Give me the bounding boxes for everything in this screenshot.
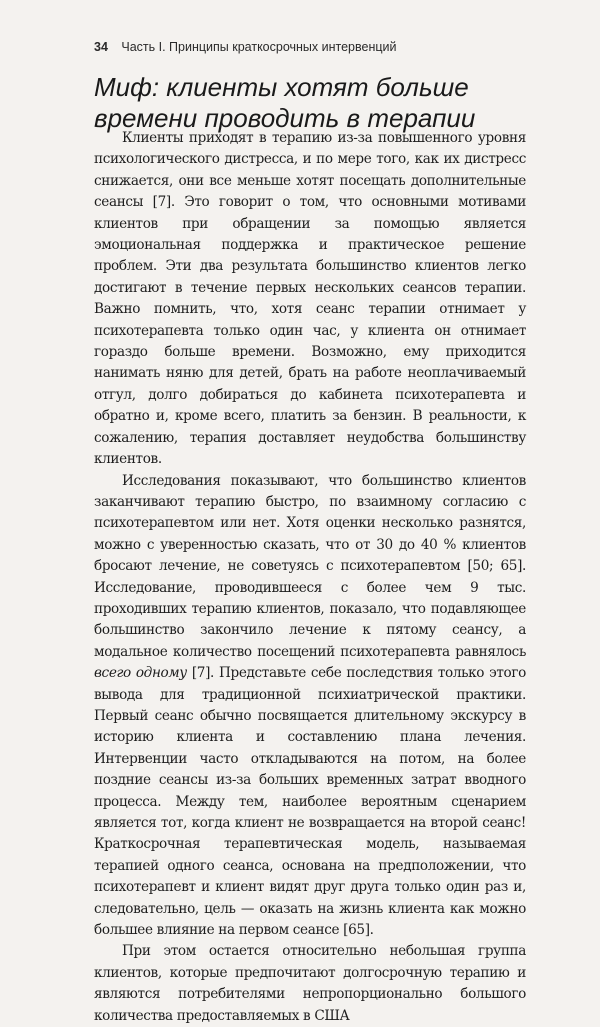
section-heading: Миф: клиенты хотят больше времени проводить в терапии bbox=[94, 72, 476, 133]
running-header bbox=[94, 40, 396, 54]
paragraph-2-emphasis: всего одному bbox=[94, 665, 187, 682]
paragraph-2-text-after: [7]. Представьте себе последствия только этого вывода для традиционной психиатрической практики. Первый сеанс обычно посвящается длительному экскурсу в историю клиента и составлению плана лечения. Интервенции часто откладываются на потом, на более поздние сеансы из-за больших временных затрат вводного процесса. Между тем, наиболее вероятным сценарием является тот, когда клиент не возвращается на второй сеанс! Краткосрочная терапевтическая модель, называемая терапией одного сеанса, основана на предположении, что психотерапевт и клиент видят друг друга только один раз и, следовательно, цель — оказать на жизнь клиента как можно большее влияние на первом сеансе [65]. bbox=[94, 665, 526, 939]
running-title: Часть I. Принципы краткосрочных интервенций bbox=[121, 40, 397, 54]
page-number: 34 bbox=[94, 40, 108, 54]
body-text bbox=[94, 128, 526, 1027]
paragraph-3: При этом остается относительно небольшая группа клиентов, которые предпочитают долгосрочную терапию и являются потребителями непропорционально большого количества предоставляемых в США bbox=[94, 943, 526, 1024]
paragraph-2-text-before: Исследования показывают, что большинство клиентов заканчивают терапию быстро, по взаимному согласию с психотерапевтом или нет. Хотя оценки несколько разнятся, можно с уверенностью сказать, что от 30 до 40 % клиентов бросают лечение, не советуясь с психотерапевтом [50; 65]. Исследование, проводившееся с более чем 9 тыс. проходивших терапию клиентов, показало, что подавляющее большинство закончило лечение к пятому сеансу, а модальное количество посещений психотерапевта равнялось bbox=[94, 472, 526, 660]
paragraph-2 bbox=[94, 471, 526, 942]
paragraph-1: Клиенты приходят в терапию из-за повышенного уровня психологического дистресса, и по мере того, как их дистресс снижается, они все меньше хотят посещать дополнительные сеансы [7]. Это говорит о том, что основными мотивами клиентов при обращении за помощью является эмоциональная поддержка и практическое решение проблем. Эти два результата большинство клиентов легко достигают в течение первых нескольких сеансов терапии. Важно помнить, что, хотя сеанс терапии отнимает у психотерапевта только один час, у клиента он отнимает гораздо больше времени. Возможно, ему приходится нанимать няню для детей, брать на работе неоплачиваемый отгул, долго добираться до кабинета психотерапевта и обратно и, кроме всего, платить за бензин. В реальности, к сожалению, терапия доставляет неудобства большинству клиентов. bbox=[94, 130, 526, 468]
